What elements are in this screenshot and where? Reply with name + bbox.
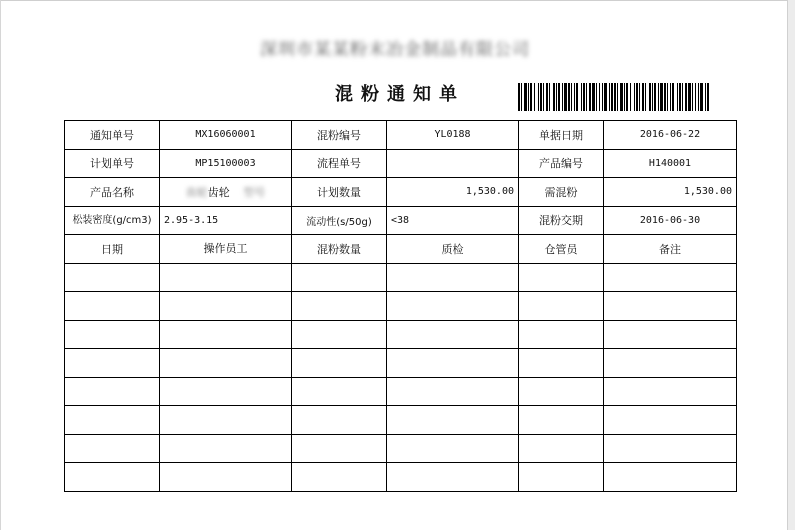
table-row <box>65 121 737 150</box>
table-row <box>65 320 737 349</box>
empty-cell <box>292 463 387 492</box>
need-mix-label: 需混粉 <box>519 178 604 207</box>
empty-cell <box>65 320 160 349</box>
document-title: 混粉通知单 <box>335 84 465 105</box>
empty-cell <box>387 463 519 492</box>
table-row <box>65 206 737 235</box>
doc-date-value: 2016-06-22 <box>604 121 737 150</box>
empty-cell <box>387 434 519 463</box>
delivery-label: 混粉交期 <box>519 206 604 235</box>
flow-no-value <box>387 149 519 178</box>
density-value: 2.95-3.15 <box>160 206 292 235</box>
empty-cell <box>604 463 737 492</box>
empty-cell <box>160 434 292 463</box>
empty-cell <box>160 349 292 378</box>
product-name-value <box>160 178 292 207</box>
empty-cell <box>604 320 737 349</box>
column-header-operator: 操作员工 <box>160 235 292 264</box>
window-left-border <box>0 0 1 530</box>
empty-cell <box>604 434 737 463</box>
empty-cell <box>160 406 292 435</box>
empty-cell <box>519 292 604 321</box>
empty-cell <box>65 406 160 435</box>
mix-no-value: YL0188 <box>387 121 519 150</box>
mix-notice-table <box>64 120 737 492</box>
vertical-scrollbar[interactable] <box>787 0 795 530</box>
empty-cell <box>160 320 292 349</box>
empty-cell <box>519 463 604 492</box>
empty-cell <box>65 292 160 321</box>
mix-no-label: 混粉编号 <box>292 121 387 150</box>
empty-cell <box>65 434 160 463</box>
plan-no-label: 计划单号 <box>65 149 160 178</box>
table-row <box>65 178 737 207</box>
product-code-label: 产品编号 <box>519 149 604 178</box>
empty-cell <box>604 406 737 435</box>
empty-cell <box>292 377 387 406</box>
empty-cell <box>519 349 604 378</box>
empty-cell <box>292 434 387 463</box>
empty-cell <box>65 377 160 406</box>
table-row <box>65 349 737 378</box>
notice-no-value: MX16060001 <box>160 121 292 150</box>
plan-no-value: MP15100003 <box>160 149 292 178</box>
empty-cell <box>65 263 160 292</box>
empty-cell <box>160 377 292 406</box>
empty-cell <box>292 292 387 321</box>
empty-cell <box>387 349 519 378</box>
barcode-image <box>518 83 714 111</box>
window-top-border <box>0 0 795 1</box>
column-header-date: 日期 <box>65 235 160 264</box>
barcode-bar <box>709 83 710 111</box>
column-header-row <box>65 235 737 264</box>
table-row <box>65 434 737 463</box>
empty-cell <box>65 349 160 378</box>
empty-cell <box>292 263 387 292</box>
empty-cell <box>292 349 387 378</box>
empty-cell <box>387 320 519 349</box>
table-row <box>65 463 737 492</box>
column-header-remarks: 备注 <box>604 235 737 264</box>
flowability-value: <38 <box>387 206 519 235</box>
table-row <box>65 377 737 406</box>
empty-cell <box>604 263 737 292</box>
flow-no-label: 流程单号 <box>292 149 387 178</box>
product-name-text: 齿轮 <box>207 185 230 199</box>
density-label: 松装密度(g/cm3) <box>65 206 160 235</box>
column-header-warehouse-keeper: 仓管员 <box>519 235 604 264</box>
product-code-value: H140001 <box>604 149 737 178</box>
product-name-redacted-prefix: 齿轮 <box>185 185 208 199</box>
company-name: 深圳市某某粉末冶金制品有限公司 <box>260 40 530 60</box>
empty-cell <box>519 406 604 435</box>
delivery-value: 2016-06-30 <box>604 206 737 235</box>
empty-cell <box>292 406 387 435</box>
doc-date-label: 单据日期 <box>519 121 604 150</box>
empty-cell <box>519 263 604 292</box>
empty-cell <box>604 292 737 321</box>
column-header-qc: 质检 <box>387 235 519 264</box>
table-row <box>65 263 737 292</box>
empty-cell <box>387 292 519 321</box>
empty-cell <box>160 292 292 321</box>
flowability-label: 流动性(s/50g) <box>292 206 387 235</box>
empty-cell <box>292 320 387 349</box>
need-mix-value: 1,530.00 <box>604 178 737 207</box>
plan-qty-label: 计划数量 <box>292 178 387 207</box>
empty-cell <box>519 320 604 349</box>
product-name-label: 产品名称 <box>65 178 160 207</box>
column-header-mix-qty: 混粉数量 <box>292 235 387 264</box>
table-row <box>65 292 737 321</box>
empty-cell <box>604 349 737 378</box>
empty-cell <box>160 463 292 492</box>
empty-cell <box>519 377 604 406</box>
plan-qty-value: 1,530.00 <box>387 178 519 207</box>
table-row <box>65 406 737 435</box>
empty-cell <box>160 263 292 292</box>
empty-cell <box>387 377 519 406</box>
table-row <box>65 149 737 178</box>
empty-cell <box>519 434 604 463</box>
empty-cell <box>387 406 519 435</box>
empty-cell <box>604 377 737 406</box>
product-name-redacted-suffix: 型号 <box>243 185 266 199</box>
empty-cell <box>387 263 519 292</box>
notice-no-label: 通知单号 <box>65 121 160 150</box>
empty-cell <box>65 463 160 492</box>
